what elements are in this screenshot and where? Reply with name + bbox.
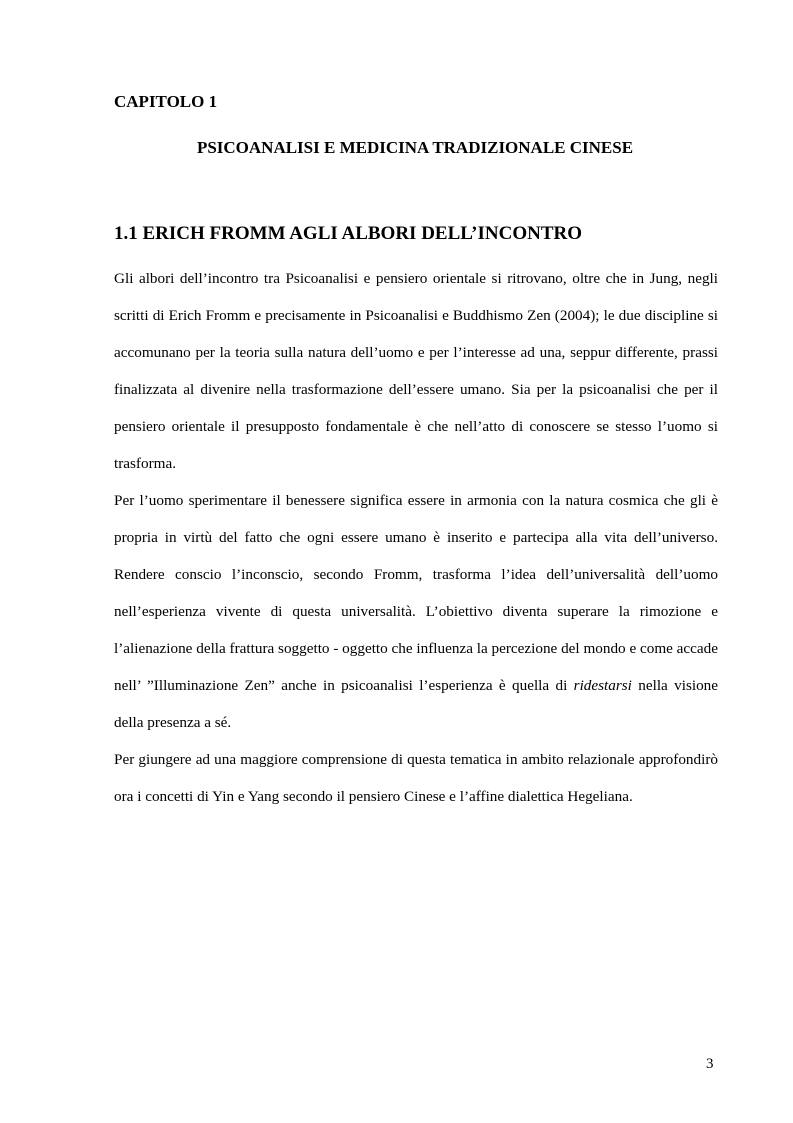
- paragraph-3: Per giungere ad una maggiore comprensione di questa tematica in ambito relazionale approfondirò ora i concetti di Yin e Yang secondo il pensiero Cinese e l’affine dialettica Hegeliana.: [114, 751, 718, 805]
- paragraph-2-text-before: Per l’uomo sperimentare il benessere significa essere in armonia con la natura cosmica che gli è propria in virtù del fatto che ogni essere umano è inserito e partecipa alla vita dell’universo. Rendere conscio l’inconscio, secondo Fromm, trasforma l’idea dell’universalità dell’uomo nell’esperienza vivente di questa universalità. L’obiettivo diventa superare la rimozione e l’alienazione della frattura soggetto - oggetto che influenza la percezione del mondo e come accade nell’ ”Illuminazione Zen” anche in psicoanalisi l’esperienza è quella di: [114, 492, 718, 694]
- page-number: 3: [706, 1056, 714, 1072]
- section-title: 1.1 ERICH FROMM AGLI ALBORI DELL’INCONTRO: [114, 223, 583, 244]
- chapter-label: CAPITOLO 1: [114, 92, 218, 111]
- paragraph-2: [114, 482, 718, 741]
- emphasized-term: ridestarsi: [573, 677, 632, 694]
- body-text: [114, 260, 718, 815]
- chapter-title: PSICOANALISI E MEDICINA TRADIZIONALE CINESE: [196, 138, 634, 157]
- paragraph-2-text-after: nella visione della presenza a sé.: [114, 677, 719, 731]
- paragraph-1: Gli albori dell’incontro tra Psicoanalisi e pensiero orientale si ritrovano, oltre che in Jung, negli scritti di Erich Fromm e precisamente in Psicoanalisi e Buddhismo Zen (2004); le due discipline si accomunano per la teoria sulla natura dell’uomo e per l’interesse ad una, seppur differente, prassi finalizzata al divenire nella trasformazione dell’essere umano. Sia per la psicoanalisi che per il pensiero orientale il presupposto fondamentale è che nell’atto di conoscere se stesso l’uomo si trasforma.: [114, 270, 718, 472]
